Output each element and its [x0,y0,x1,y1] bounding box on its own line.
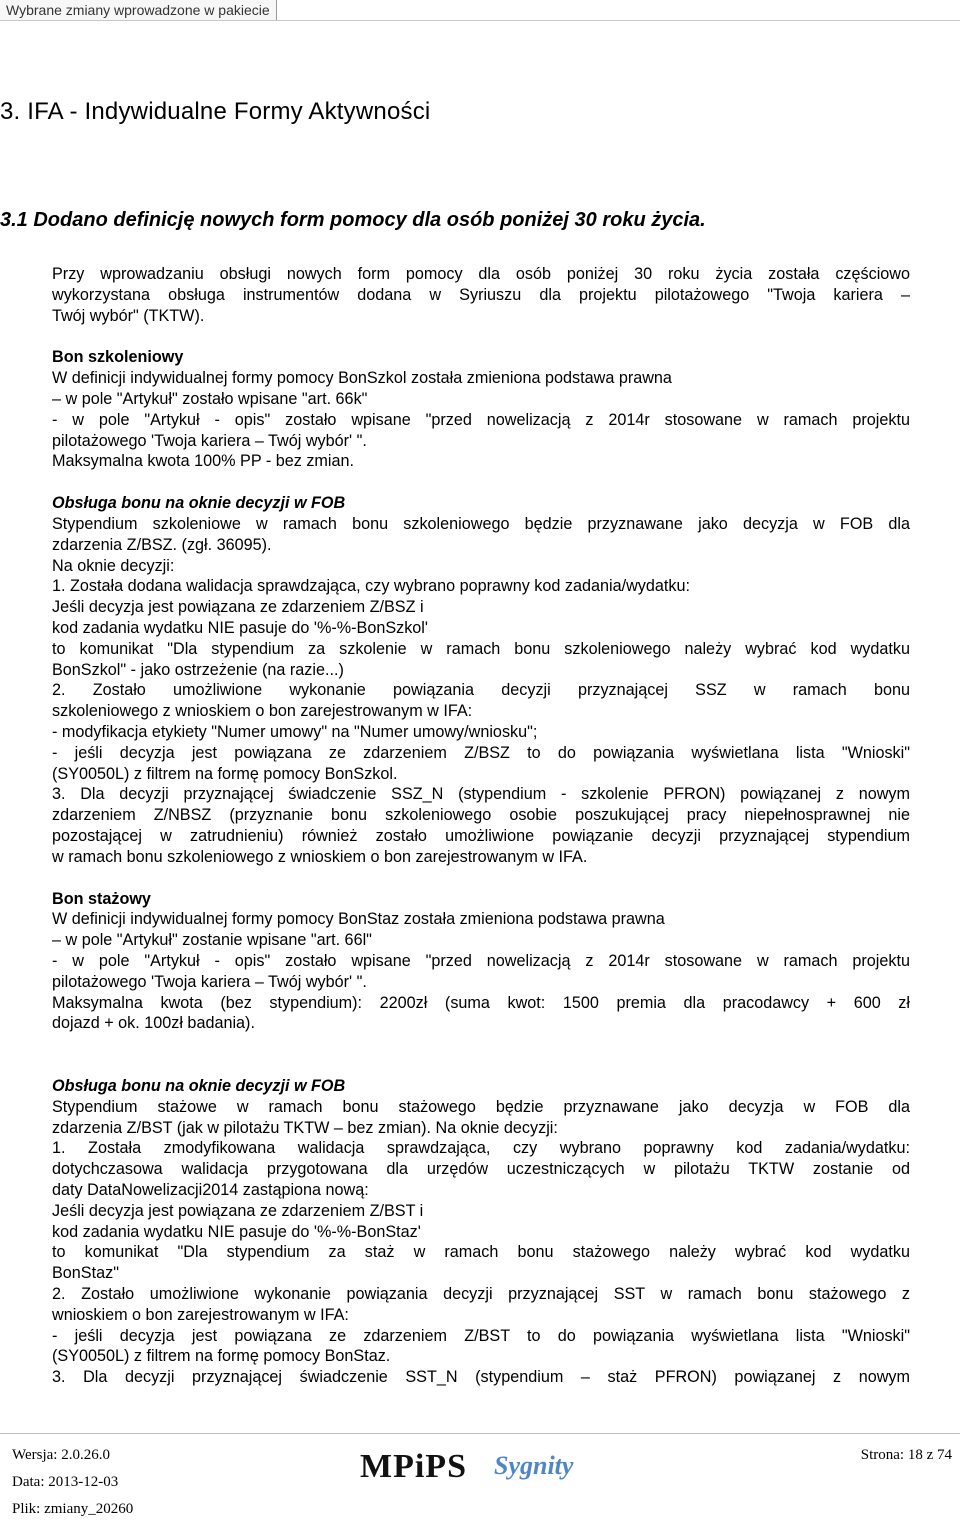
text-line: Stypendium szkoleniowe w ramach bonu szkoleniowego będzie przyznawane jako decyzja w FOB dla [52,514,910,533]
text-line: W definicji indywidualnej formy pomocy BonStaz została zmieniona podstawa prawna [52,910,665,929]
footer-version: Wersja: 2.0.26.0 [12,1447,110,1463]
text-line: daty DataNowelizacji2014 zastąpiona nową: [52,1181,369,1200]
text-line: BonStaz" [52,1264,119,1283]
text-line: dojazd + ok. 100zł badania). [52,1014,255,1033]
section-heading: Obsługa bonu na oknie decyzji w FOB [52,494,346,513]
section-heading: Bon szkoleniowy [52,348,184,367]
text-line: - w pole "Artykuł - opis" zostało wpisane "przed nowelizacją z 2014r stosowane w ramach projektu [52,951,910,970]
text-line: (SY0050L) z filtrem na formę pomocy BonStaz. [52,1347,391,1366]
text-line: 3. Dla decyzji przyznającej świadczenie SSZ_N (stypendium - szkolenie PFRON) powiązanej z nowym [52,785,910,804]
text-line: 2. Zostało umożliwione wykonanie powiązania decyzji przyznającej SST w ramach bonu stażowego z [52,1285,910,1304]
text-line: - w pole "Artykuł - opis" zostało wpisane "przed nowelizacją z 2014r stosowane w ramach projektu [52,410,910,429]
text-line: Jeśli decyzja jest powiązana ze zdarzeniem Z/BST i [52,1201,424,1220]
text-line: zdarzeniem Z/NBSZ (przyznanie bonu szkoleniowego osobie poszukującej pracy niepełnosprawnej nie [52,806,910,825]
obsluga-fob-section-2 [52,1076,910,1388]
text-line: szkoleniowego z wnioskiem o bon zarejestrowanym w IFA: [52,702,473,721]
footer-date: Data: 2013-12-03 [12,1474,119,1490]
text-line: wykorzystana obsługa instrumentów dodana w Syriuszu dla projektu pilotażowego "Twoja kariera – [52,285,910,304]
footer-file: Plik: zmiany_20260 [12,1501,134,1517]
text-line: pozostającej w zatrudnieniu) również zostało umożliwione powiązanie decyzji przyznającej stypendium [52,826,910,845]
section-heading: Obsługa bonu na oknie decyzji w FOB [52,1077,346,1096]
bon-szkoleniowy-section [52,347,910,472]
text-line: dotychczasowa walidacja przygotowana dla urzędów uczestniczących w pilotażu TKTW zostanie od [52,1160,910,1179]
text-line: to komunikat "Dla stypendium za staż w ramach bonu stażowego należy wybrać kod wydatku [52,1243,910,1262]
text-line: – w pole "Artykuł" zostanie wpisane "art. 66l" [52,931,372,950]
section-title: 3. IFA - Indywidualne Formy Aktywności [0,98,431,125]
text-line: Maksymalna kwota (bez stypendium): 2200zł (suma kwot: 1500 premia dla pracodawcy + 600 zł [52,993,910,1012]
header-title: Wybrane zmiany wprowadzone w pakiecie [0,0,277,21]
section-heading: Bon stażowy [52,889,151,908]
text-line: 1. Została zmodyfikowana walidacja sprawdzająca, czy wybrano poprawny kod zadania/wydatku: [52,1139,910,1158]
text-line: - jeśli decyzja jest powiązana ze zdarzeniem Z/BSZ to do powiązania wyświetlana lista "Wnioski" [52,743,910,762]
document-body [52,264,910,1388]
text-line: (SY0050L) z filtrem na formę pomocy BonSzkol. [52,764,398,783]
text-line: w ramach bonu szkoleniowego z wnioskiem o bon zarejestrowanym w IFA. [52,847,588,866]
footer-meta [12,1442,133,1523]
text-line: wnioskiem o bon zarejestrowanym w IFA: [52,1305,349,1324]
text-line: pilotażowego 'Twoja kariera – Twój wybór' ". [52,972,367,991]
text-line: kod zadania wydatku NIE pasuje do '%-%-BonStaz' [52,1222,421,1241]
text-line: W definicji indywidualnej formy pomocy BonSzkol została zmieniona podstawa prawna [52,369,672,388]
text-line: zdarzenia Z/BST (jak w pilotażu TKTW – bez zmian). Na oknie decyzji: [52,1118,558,1137]
text-line: kod zadania wydatku NIE pasuje do '%-%-BonSzkol' [52,618,428,637]
obsluga-fob-section-1 [52,493,910,867]
page-header [0,0,960,24]
text-line: 2. Zostało umożliwione wykonanie powiązania decyzji przyznającej SSZ w ramach bonu [52,681,910,700]
text-line: Maksymalna kwota 100% PP - bez zmian. [52,452,354,471]
mpips-logo: MPiPS [360,1448,467,1485]
header-divider [0,20,960,21]
text-line: zdarzenia Z/BSZ. (zgł. 36095). [52,535,272,554]
text-line: 1. Została dodana walidacja sprawdzająca, czy wybrano poprawny kod zadania/wydatku: [52,577,690,596]
text-line: Przy wprowadzaniu obsługi nowych form pomocy dla osób poniżej 30 roku życia została częściowo [52,265,910,283]
sygnity-logo: Sygnity [494,1451,574,1480]
text-line: Twój wybór" (TKTW). [52,306,205,325]
text-line: – w pole "Artykuł" zostało wpisane "art. 66k" [52,389,368,408]
section-subtitle: 3.1 Dodano definicję nowych form pomocy dla osób poniżej 30 roku życia. [0,209,706,231]
text-line: Stypendium stażowe w ramach bonu stażowego będzie przyznawane jako decyzja w FOB dla [52,1097,910,1116]
text-line: - modyfikacja etykiety "Numer umowy" na "Numer umowy/wniosku"; [52,722,538,741]
text-line: to komunikat "Dla stypendium za szkolenie w ramach bonu szkoleniowego należy wybrać kod wydatku [52,639,910,658]
footer-divider [0,1433,960,1434]
text-line: pilotażowego 'Twoja kariera – Twój wybór' ". [52,431,367,450]
page-number: Strona: 18 z 74 [860,1447,952,1463]
text-line: Jeśli decyzja jest powiązana ze zdarzeniem Z/BSZ i [52,598,424,617]
text-line: Na oknie decyzji: [52,556,175,575]
text-line: BonSzkol" - jako ostrzeżenie (na razie...) [52,660,344,679]
intro-paragraph [52,264,910,326]
text-line: - jeśli decyzja jest powiązana ze zdarzeniem Z/BST to do powiązania wyświetlana lista "Wnioski" [52,1326,910,1345]
text-line: 3. Dla decyzji przyznającej świadczenie SST_N (stypendium – staż PFRON) powiązanej z nowym [52,1368,910,1387]
bon-stazowy-section [52,889,910,1035]
